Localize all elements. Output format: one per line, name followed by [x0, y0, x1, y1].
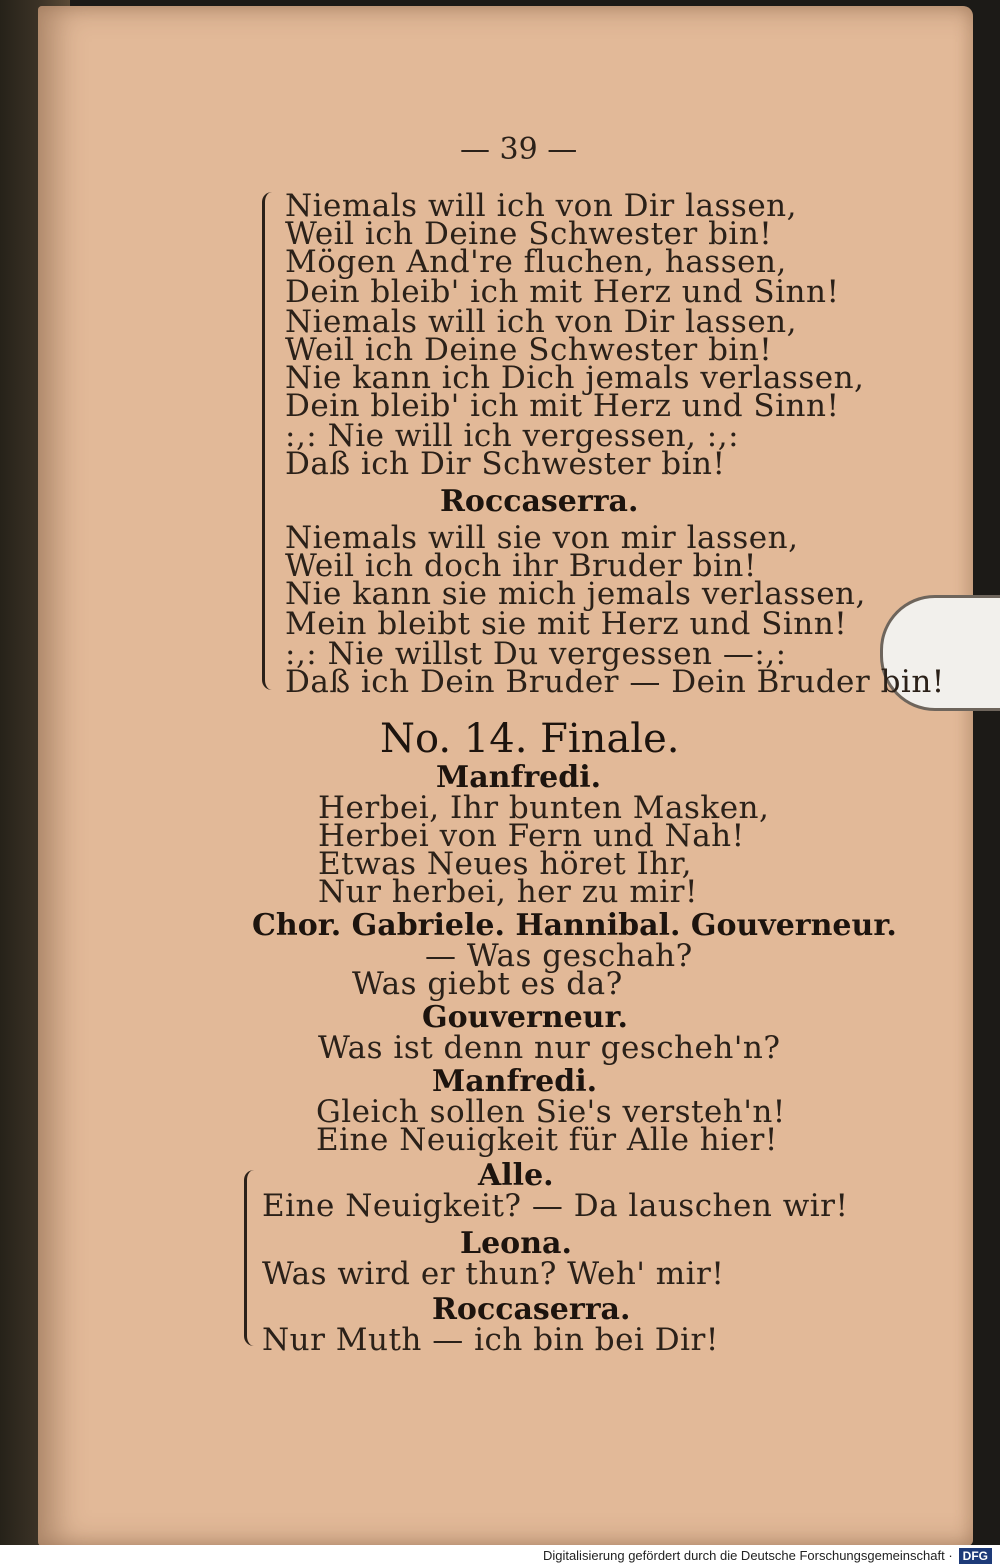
finale-line: Gleich sollen Sie's versteh'n!: [316, 1094, 786, 1130]
duet-line: Mein bleibt sie mit Herz und Sinn!: [285, 606, 848, 642]
finale-line: Was giebt es da?: [352, 966, 623, 1002]
dfg-logo: DFG: [959, 1548, 992, 1564]
ensemble-brace: [244, 1170, 255, 1346]
duet-line: Dein bleib' ich mit Herz und Sinn!: [285, 388, 840, 424]
speaker-roccaserra: Roccaserra.: [432, 1292, 631, 1327]
finale-line: Herbei von Fern und Nah!: [318, 818, 745, 854]
finale-line: Etwas Neues höret Ihr,: [318, 846, 692, 882]
finale-line: Eine Neuigkeit? — Da lauschen wir!: [262, 1188, 849, 1224]
finale-line: Herbei, Ihr bunten Masken,: [318, 790, 770, 826]
digitization-footer: [0, 1545, 1000, 1567]
page-number: — 39 —: [460, 132, 578, 167]
finale-line: Nur Muth — ich bin bei Dir!: [262, 1322, 719, 1358]
duet-line: Dein bleib' ich mit Herz und Sinn!: [285, 274, 840, 310]
speaker-manfredi: Manfredi.: [436, 760, 602, 795]
duet-line: Nie kann ich Dich jemals verlassen,: [285, 360, 865, 396]
duet-line: Weil ich Deine Schwester bin!: [285, 216, 773, 252]
duet-line: Daß ich Dir Schwester bin!: [285, 446, 726, 482]
duet-line: :,: Nie willst Du vergessen —:,:: [285, 636, 787, 672]
footer-text: Digitalisierung gefördert durch die Deutsche Forschungsgemeinschaft ·: [542, 1548, 953, 1563]
speaker-roccaserra: Roccaserra.: [440, 484, 639, 519]
duet-line: :,: Nie will ich vergessen, :,:: [285, 418, 740, 454]
finale-line: Was ist denn nur gescheh'n?: [318, 1030, 781, 1066]
speaker-leona: Leona.: [460, 1226, 572, 1261]
finale-line: Eine Neuigkeit für Alle hier!: [316, 1122, 778, 1158]
finale-title: No. 14. Finale.: [380, 716, 680, 762]
duet-brace: [262, 192, 273, 690]
duet-line: Weil ich doch ihr Bruder bin!: [285, 548, 757, 584]
duet-line: Daß ich Dein Bruder — Dein Bruder bin!: [285, 664, 945, 700]
duet-line: Niemals will ich von Dir lassen,: [285, 188, 797, 224]
finale-line: Was wird er thun? Weh' mir!: [262, 1256, 725, 1292]
duet-line: Mögen And're fluchen, hassen,: [285, 244, 787, 280]
duet-line: Niemals will ich von Dir lassen,: [285, 304, 797, 340]
speaker-chorus-group: Chor. Gabriele. Hannibal. Gouverneur.: [252, 908, 897, 943]
duet-line: Weil ich Deine Schwester bin!: [285, 332, 773, 368]
speaker-alle: Alle.: [478, 1158, 554, 1193]
speaker-gouverneur: Gouverneur.: [422, 1000, 628, 1035]
finale-line: Nur herbei, her zu mir!: [318, 874, 698, 910]
duet-line: Niemals will sie von mir lassen,: [285, 520, 799, 556]
duet-line: Nie kann sie mich jemals verlassen,: [285, 576, 866, 612]
finale-line: — Was geschah?: [425, 938, 693, 974]
speaker-manfredi: Manfredi.: [432, 1064, 598, 1099]
